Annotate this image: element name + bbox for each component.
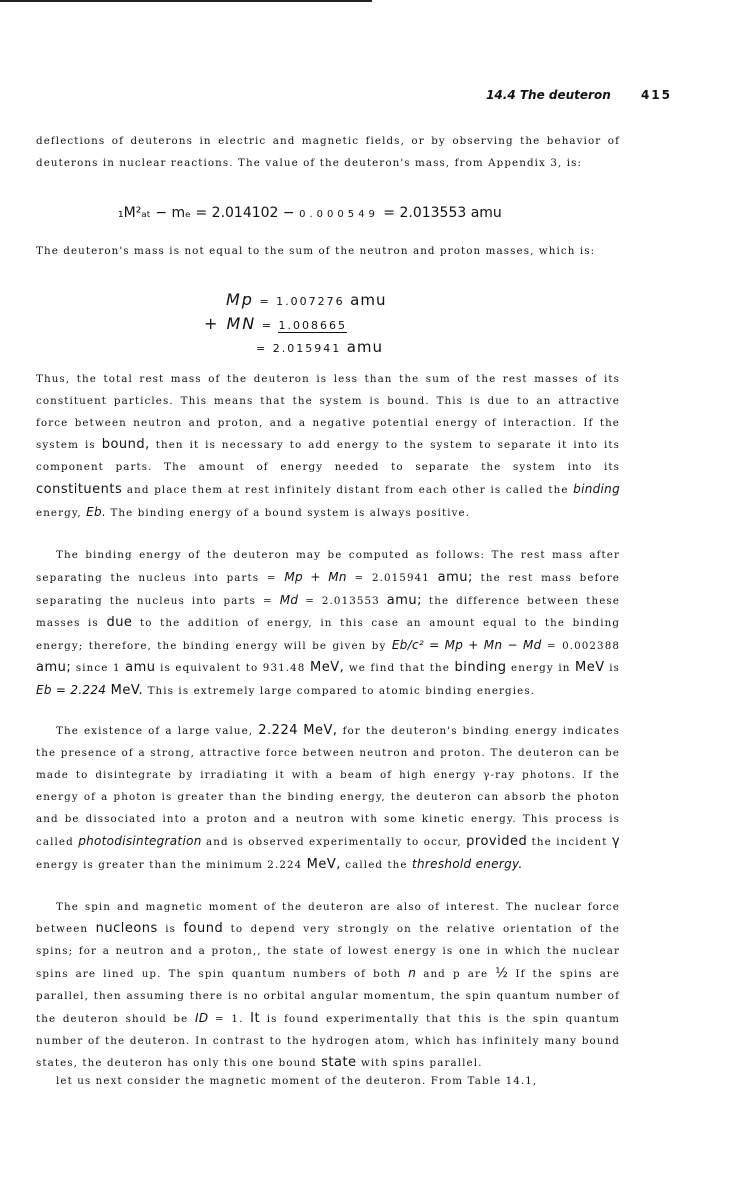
- paragraph-mass-sum: The deuteron's mass is not equal to the sum of the neutron and proton masses, which is:: [36, 245, 596, 257]
- neutron-mass-value: 1.008665: [278, 319, 347, 332]
- equation-lhs: ₁M²ₐₜ − mₑ =: [118, 205, 208, 221]
- mass-sum-unit: amu: [346, 338, 384, 356]
- neutron-equals: =: [261, 319, 273, 332]
- minus-sign: −: [282, 205, 295, 221]
- deuteron-mass-equation: [118, 205, 502, 221]
- paragraph-binding-energy: Thus, the total rest mass of the deuteron is less than the sum of the rest masses of its constituent particles. This means that the system is bound. This is due to an attractive force between neutron and proton, and a negative potential energy of interaction. If the system is bound, then it is necessary to add energy to the system to separate it into its component parts. The amount of energy needed to separate the system into its constituents and place them at rest infinitely distant from each other is called the binding energy, Eb. The binding energy of a bound system is always positive.: [36, 373, 620, 519]
- paragraph-magnetic-moment: let us next consider the magnetic moment of the deuteron. From Table 14.1,: [56, 1075, 538, 1087]
- proton-mass-unit: amu: [350, 291, 387, 309]
- proton-mass-symbol: Mp: [226, 290, 254, 309]
- deuteron-mass-result: 2.013553 amu: [399, 205, 502, 221]
- running-header: [0, 88, 672, 102]
- top-rule: [0, 0, 372, 2]
- equals-sign: =: [383, 205, 396, 221]
- paragraph-spin: The spin and magnetic moment of the deuteron are also of interest. The nuclear force between nucleons is found to depend very strongly on the relative orientation of the spins; for a neutron and a proton,, the state of lowest energy is one in which the nuclear spins are lined up. The spin quantum numbers of both n and p are ½ If the spins are parallel, then assuming there is no orbital angular momentum, the spin quantum number of the deuteron should be ID = 1. It is found experimentally that this is the spin quantum number of the deuteron. In contrast to the hydrogen atom, which has infinitely many bound states, the deuteron has only this one bound state with spins parallel.: [36, 901, 621, 1070]
- neutron-mass-row: [204, 314, 347, 333]
- page-number: 415: [640, 88, 672, 102]
- electron-mass-value: 0.000549: [299, 209, 379, 220]
- paragraph-intro: deflections of deuterons in electric and magnetic fields, or by observing the behavior of deuterons in nuclear reactions. The value of the deuteron's mass, from Appendix 3, is:: [36, 135, 620, 169]
- mass-sum-row: [256, 338, 383, 356]
- paragraph-computation: The binding energy of the deuteron may be computed as follows: The rest mass after separating the nucleus into parts = Mp + Mn = 2.015941 amu; the rest mass before separating the nucleus into parts = Md = 2.013553 amu; the difference between these masses is due to the addition of energy, in this case an amount equal to the binding energy; therefore, the binding energy will be given by Eb/c² = Mp + Mn − Md = 0.002388 amu; since 1 amu is equivalent to 931.48 MeV, we find that the binding energy in MeV is Eb = 2.224 MeV. This is extremely large compared to atomic binding energies.: [36, 549, 621, 698]
- neutron-mass-symbol: + MN: [204, 314, 257, 333]
- proton-mass-value: = 1.007276: [259, 295, 345, 308]
- atomic-mass-value: 2.014102: [211, 205, 279, 221]
- proton-mass-row: [226, 290, 386, 309]
- section-title: 14.4 The deuteron: [486, 88, 611, 102]
- paragraph-photodisintegration: The existence of a large value, 2.224 MeV, for the deuteron's binding energy indicates the presence of a strong, attractive force between neutron and proton. The deuteron can be made to disintegrate by irradiating it with a beam of high energy γ-ray photons. If the energy of a photon is greater than the binding energy, the deuteron can absorb the photon and be dissociated into a proton and a neutron with some kinetic energy. This process is called photodisintegration and is observed experimentally to occur, provided the incident γ energy is greater than the minimum 2.224 MeV, called the threshold energy.: [36, 723, 621, 872]
- mass-sum-value: = 2.015941: [256, 342, 342, 355]
